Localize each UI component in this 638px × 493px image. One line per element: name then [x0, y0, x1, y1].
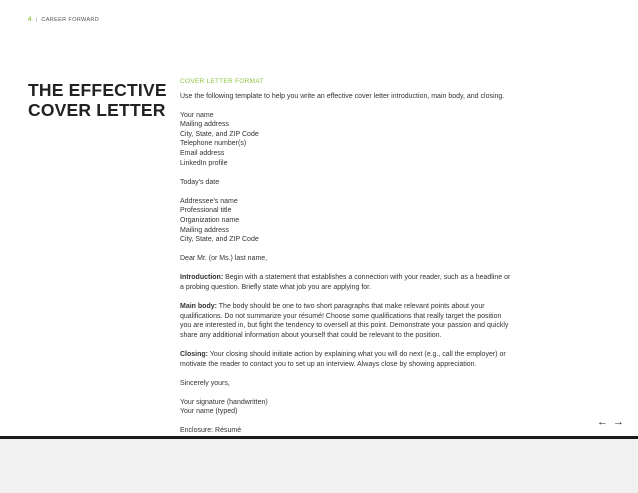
viewer-footer — [0, 439, 638, 493]
main-body-text: qualifications. Do not summarize your résumé! Choose some qualifications that really target the position — [180, 312, 502, 320]
date-line: Today's date — [180, 178, 220, 186]
signature-line: Your signature (handwritten) — [180, 398, 268, 406]
intro-text: Use the following template to help you write an effective cover letter introduction, main body, and closing. — [180, 92, 505, 100]
salutation: Dear Mr. (or Ms.) last name, — [180, 255, 268, 263]
sender-line: Email address — [180, 150, 225, 158]
sender-line: Mailing address — [180, 121, 230, 129]
sender-line: City, State, and ZIP Code — [180, 130, 259, 138]
introduction-text: a probing question. Briefly state what job you are applying for. — [180, 284, 372, 291]
introduction-text: Begin with a statement that establishes a connection with your reader, such as a headline or — [223, 274, 511, 282]
page-number: 4 — [28, 17, 32, 23]
main-body-text: The body should be one to two short paragraphs that make relevant points about your — [216, 303, 485, 311]
addressee-line: Organization name — [180, 217, 240, 225]
main-body-text: share any additional information about yourself that could be relevant to the position. — [180, 331, 442, 339]
forward-arrow-icon[interactable]: → — [613, 416, 624, 428]
title-line-1: THE EFFECTIVE — [28, 80, 167, 100]
addressee-block — [180, 197, 540, 245]
signature-line: Your name (typed) — [180, 408, 238, 416]
closing-label: Closing: — [180, 350, 208, 358]
addressee-line: Mailing address — [180, 226, 230, 234]
sender-line: Your name — [180, 111, 214, 119]
closing-text: motivate the reader to contact you to set up an interview. Always close by showing appreciation. — [180, 360, 477, 368]
letter-template — [180, 77, 540, 436]
closing-text: Your closing should initiate action by explaining what you will do next (e.g., call the employer) or — [208, 350, 506, 358]
signature-block — [180, 398, 540, 417]
section-label: COVER LETTER FORMAT — [180, 78, 264, 85]
introduction-label: Introduction: — [180, 274, 224, 282]
main-body-text: you are interested in, but fight the tendency to oversell at this point. Demonstrate your passion and quickly — [180, 322, 509, 330]
page-title — [28, 80, 168, 120]
addressee-line: Addressee's name — [180, 197, 238, 205]
back-arrow-icon[interactable]: ← — [597, 416, 608, 428]
introduction-paragraph — [180, 273, 540, 292]
sender-line: LinkedIn profile — [180, 159, 228, 167]
enclosure-line: Enclosure: Résumé — [180, 427, 242, 435]
sign-off: Sincerely yours, — [180, 379, 230, 387]
document-title: CAREER FORWARD — [41, 17, 100, 23]
main-body-paragraph — [180, 302, 540, 340]
sender-block — [180, 111, 540, 169]
addressee-line: City, State, and ZIP Code — [180, 236, 259, 244]
header-separator: | — [35, 17, 38, 23]
main-body-label: Main body: — [180, 303, 217, 311]
page-header — [28, 17, 99, 23]
closing-paragraph — [180, 350, 540, 369]
sender-line: Telephone number(s) — [180, 140, 247, 148]
title-line-2: COVER LETTER — [28, 100, 166, 120]
addressee-line: Professional title — [180, 207, 232, 215]
